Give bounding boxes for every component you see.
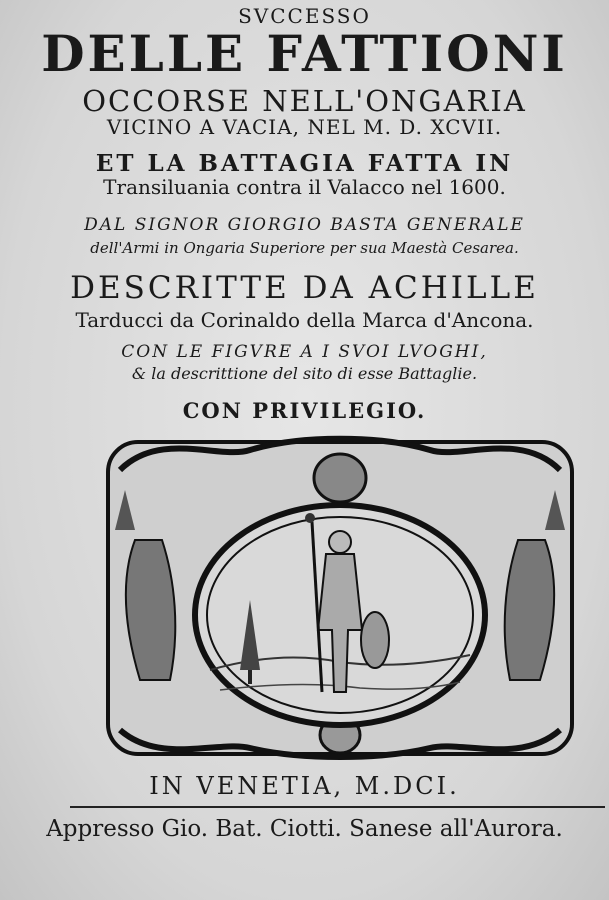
title-line-delle-fattioni: DELLE FATTIONI [41, 24, 568, 83]
description-line: & la descrittione del sito di esse Battaglie. [131, 364, 478, 383]
author-line-basta: DAL SIGNOR GIORGIO BASTA GENERALE [84, 215, 525, 235]
shield [361, 612, 389, 668]
author-line-armi: dell'Armi in Ongaria Superiore per sua Maestà Cesarea. [90, 239, 519, 257]
warrior-figure [329, 531, 351, 553]
imprint-place-date: IN VENETIA, M.DCI. [149, 772, 460, 800]
privilege-line: CON PRIVILEGIO. [182, 398, 427, 423]
right-caryatid [505, 540, 554, 680]
imprint-rule [70, 806, 605, 808]
imprint-publisher: Appresso Gio. Bat. Ciotti. Sanese all'Aurora. [46, 816, 563, 842]
left-caryatid [126, 540, 175, 680]
title-line-vicino: VICINO A VACIA, NEL M. D. XCVII. [106, 115, 503, 139]
figures-line: CON LE FIGVRE A I SVOI LVOGHI, [121, 342, 488, 362]
title-line-transiluania: Transiluania contra il Valacco nel 1600. [103, 175, 506, 199]
title-line-occorse: OCCORSE NELL'ONGARIA [82, 84, 527, 118]
title-line-battagia: ET LA BATTAGIA FATTA IN [95, 150, 514, 177]
woodcut-illustration [100, 430, 580, 765]
author-line-descritte: DESCRITTE DA ACHILLE [70, 270, 539, 306]
title-line-successo: SVCCESSO [238, 4, 371, 28]
mask-ornament [314, 454, 366, 502]
author-line-tarducci: Tarducci da Corinaldo della Marca d'Ancona. [75, 308, 534, 332]
